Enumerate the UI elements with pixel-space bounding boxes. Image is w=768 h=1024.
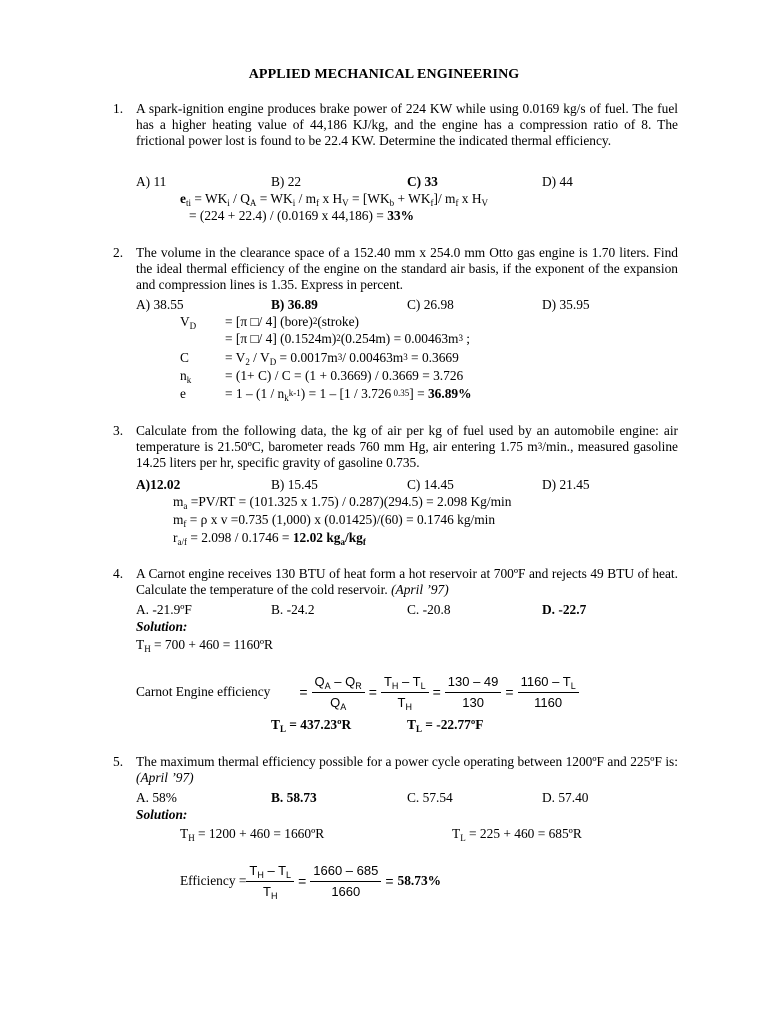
choice-c: C. -20.8	[407, 602, 451, 617]
fraction-q: $\frac{Q_A - Q_R}{Q_A}$	[312, 674, 365, 711]
vd-equation-2: = [π □/ 4] $(0.1524m)^2(0.254m) = 0.00463m^3$ ;	[225, 331, 471, 346]
choice-b: B. -24.2	[271, 602, 315, 617]
carnot-efficiency-equation: Carnot Engine efficiency = $\frac{Q_A - Q_R}{Q_A}$ = $\frac{T_H - T_L}{T_H}$ = $\frac{130 - 49}{130}$ = $\frac{1160 - T_L}{1160}$	[136, 672, 579, 712]
fraction-t: $\frac{T_H - T_L}{T_H}$	[381, 674, 429, 711]
nk-equation: = (1+ C) / C = (1 + 0.3669) / 0.3669 = 3.726	[225, 368, 464, 383]
problem-number: 1.	[113, 101, 124, 116]
problem-2	[114, 245, 678, 293]
th-equation: $T_H = 1200 + 460$ = 1660ºR	[180, 826, 325, 843]
choice-d: D) 21.45	[542, 477, 590, 492]
solution-line-2: = (224 + 22.4) / (0.0169 x 44,186) = 33%	[189, 208, 414, 223]
choice-a: A) 11	[136, 174, 167, 189]
problem-text: The volume in the clearance space of a 152.40 mm x 254.0 mm Otto gas engine is 1.70 liters. Find the ideal thermal efficiency of the engine on the standard air basis, if the exponent of the expansion and compression lines is 1.35. Express in percent.	[136, 245, 678, 292]
problem-text: The maximum thermal efficiency possible for a power cycle operating between 1200ºF and 225ºF is: (April ’97)	[136, 754, 678, 785]
choice-a-answer: A)12.02	[136, 477, 181, 492]
choice-b: B) 15.45	[271, 477, 318, 492]
choice-d-answer: D. -22.7	[542, 602, 587, 617]
fraction-t: $\frac{T_H - T_L}{T_H}$	[246, 863, 294, 900]
tl-result-rankine: $T_L$ = 437.23ºR	[271, 717, 352, 734]
fraction-numeric: $\frac{130 - 49}{130}$	[445, 674, 502, 711]
problem-number: 5.	[113, 754, 124, 769]
choice-a: A. 58%	[136, 790, 177, 805]
vd-label: $V_D$	[180, 314, 197, 331]
choice-a: A. -21.9ºF	[136, 602, 192, 617]
vd-equation-1: = [π □/ 4] (bore)$^2$(stroke)	[225, 314, 359, 329]
problem-3	[114, 423, 678, 471]
ra-equation: $r_{a/f} = 2.098 / 0.1746 = 12.02$ $kg_a/kg_f$	[173, 530, 366, 547]
ma-equation: $m_a =PV/RT = (101.325$ x 1.75) / 0.287)(294.5) = 2.098 Kg/min	[173, 494, 512, 511]
solution-label: Solution:	[136, 807, 188, 822]
mf-equation: $m_f = \rho$ x v =0.735 (1,000) x (0.01425)/(60) = 0.1746 kg/min	[173, 512, 496, 529]
tl-equation: $T_L = 225 + 460$ = 685ºR	[452, 826, 582, 843]
efficiency-label: Efficiency =	[180, 873, 247, 888]
choice-c: C) 14.45	[407, 477, 454, 492]
carnot-efficiency-label: Carnot Engine efficiency	[136, 684, 271, 699]
c-label: C	[180, 350, 189, 365]
problem-4	[114, 566, 678, 598]
e-equation: = $1 - (1 / n_k^{k-1}) = 1 - [1 / 3.726$ $^{0.35}$] = 36.89%	[225, 386, 472, 403]
problem-number: 2.	[113, 245, 124, 260]
choice-d: D) 44	[542, 174, 573, 189]
solution-label: Solution:	[136, 619, 188, 634]
e-label: e	[180, 386, 186, 401]
choice-b: B) 22	[271, 174, 302, 189]
problem-1	[114, 101, 678, 149]
problem-number: 4.	[113, 566, 124, 581]
choice-c: C. 57.54	[407, 790, 453, 805]
choice-b-answer: B. 58.73	[271, 790, 317, 805]
choice-d: D) 35.95	[542, 297, 590, 312]
choice-c: C) 26.98	[407, 297, 454, 312]
nk-label: $n_k$	[180, 368, 192, 385]
document-title: APPLIED MECHANICAL ENGINEERING	[248, 67, 520, 82]
problem-text: A Carnot engine receives 130 BTU of heat form a hot reservoir at 700ºF and rejects 49 BTU of heat. Calculate the temperature of the cold reservoir. (April ’97)	[136, 566, 678, 597]
problem-number: 3.	[113, 423, 124, 438]
tl-result-fahrenheit: $T_L$ = -22.77ºF	[407, 717, 484, 734]
solution-line-1: $e_{ti} = WK_i / Q_A = WK_i / m_f$ x $H_V = [WK_b + WK_f]/$ $m_f$ x $H_V$	[180, 191, 489, 208]
th-equation: $T_H = 700 + 460$ = 1160ºR	[136, 637, 273, 654]
choice-a: A) 38.55	[136, 297, 184, 312]
choice-d: D. 57.40	[542, 790, 589, 805]
problem-text: Calculate from the following data, the kg of air per kg of fuel used by an automobile engine: air temperature is 21.50ºC, barometer reads 760 mm Hg, air entering 1.75 $m^3/\min$., measured gasoline 14.25 liters per hr, specific gravity of gasoline 0.735.	[136, 423, 678, 470]
efficiency-result: 58.73%	[397, 873, 442, 888]
efficiency-equation: Efficiency = $\frac{T_H - T_L}{T_H}$ = $\frac{1660 - 685}{1660}$ = 58.73%	[180, 862, 442, 901]
c-equation: = $V_2 / V_D = 0.0017m^3/$ $0.00463m^3 = 0.3669$	[225, 350, 459, 367]
choice-b-answer: B) 36.89	[271, 297, 318, 312]
choice-c-answer: C) 33	[407, 174, 438, 189]
fraction-numeric: $\frac{1660 - 685}{1660}$	[310, 863, 381, 900]
problem-5	[114, 754, 678, 786]
problem-text: A spark-ignition engine produces brake power of 224 KW while using 0.0169 kg/s of fuel. The fuel has a higher heating value of 44,186 KJ/kg, and the engine has a compression ratio of 8. The frictional power lost is found to be 22.4 KW. Determine the indicated thermal efficiency.	[136, 101, 678, 148]
fraction-tl: $\frac{1160 - T_L}{1160}$	[518, 674, 579, 711]
